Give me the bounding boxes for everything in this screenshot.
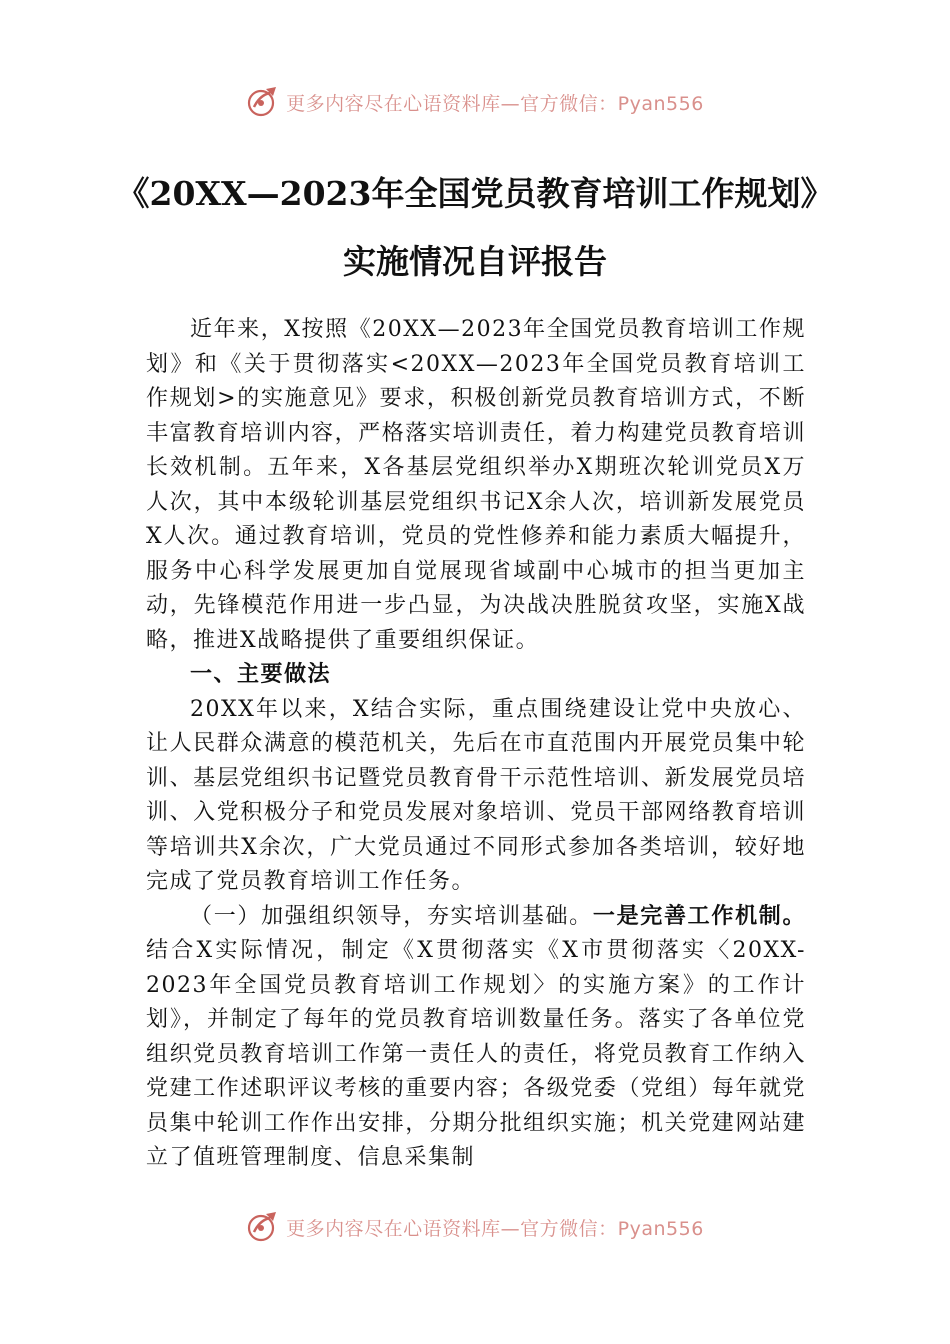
watermark-header <box>0 80 950 124</box>
pen-logo-icon <box>246 1210 280 1244</box>
subsection-lead: （一）加强组织领导，夯实培训基础。 <box>190 903 593 929</box>
pen-logo-icon <box>246 85 280 119</box>
watermark-text: 更多内容尽在心语资料库—官方微信：Pyan556 <box>286 92 704 115</box>
section-heading: 一、主要做法 <box>190 662 332 687</box>
watermark-text: 更多内容尽在心语资料库—官方微信：Pyan556 <box>286 1217 704 1240</box>
subsection-text: 结合X实际情况，制定《X贯彻落实《X市贯彻落实〈20XX-2023年全国党员教育培训工作规划〉的实施方案》的工作计划》，并制定了每年的党员教育培训数量任务。落实了各单位党组织党员教育培训工作第一责任人的责任，将党员教育工作纳入党建工作述职评议考核的重要内容；各级党委（党组）每年就党员集中轮训工作作出安排，分期分批组织实施；机关党建网站建立了值班管理制度、信息采集制 <box>146 938 806 1170</box>
subsection-bold-point: 一是完善工作机制。 <box>592 903 806 929</box>
subsection-paragraph <box>146 900 806 1176</box>
section-paragraph: 20XX年以来，X结合实际，重点围绕建设让党中央放心、让人民群众满意的模范机关，先后在市直范围内开展党员集中轮训、基层党组织书记暨党员教育骨干示范性培训、新发展党员培训、入党积极分子和党员发展对象培训、党员干部网络教育培训等培训共X余次，广大党员通过不同形式参加各类培训，较好地完成了党员教育培训工作任务。 <box>146 696 806 894</box>
intro-paragraph: 近年来，X按照《20XX—2023年全国党员教育培训工作规划》和《关于贯彻落实<20XX—2023年全国党员教育培训工作规划>的实施意见》要求，积极创新党员教育培训方式，不断丰富教育培训内容，严格落实培训责任，着力构建党员教育培训长效机制。五年来，X各基层党组织举办X期班次轮训党员X万人次，其中本级轮训基层党组织书记X余人次，培训新发展党员X人次。通过教育培训，党员的党性修养和能力素质大幅提升，服务中心科学发展更加自觉展现省域副中心城市的担当更加主动，先锋模范作用进一步凸显，为决战决胜脱贫攻坚，实施X战略，推进X战略提供了重要组织保证。 <box>146 317 806 653</box>
document-title: 《20XX—2023年全国党员教育培训工作规划》实施情况自评报告 <box>116 174 834 281</box>
watermark-footer <box>0 1205 950 1249</box>
document-body <box>146 313 806 1176</box>
